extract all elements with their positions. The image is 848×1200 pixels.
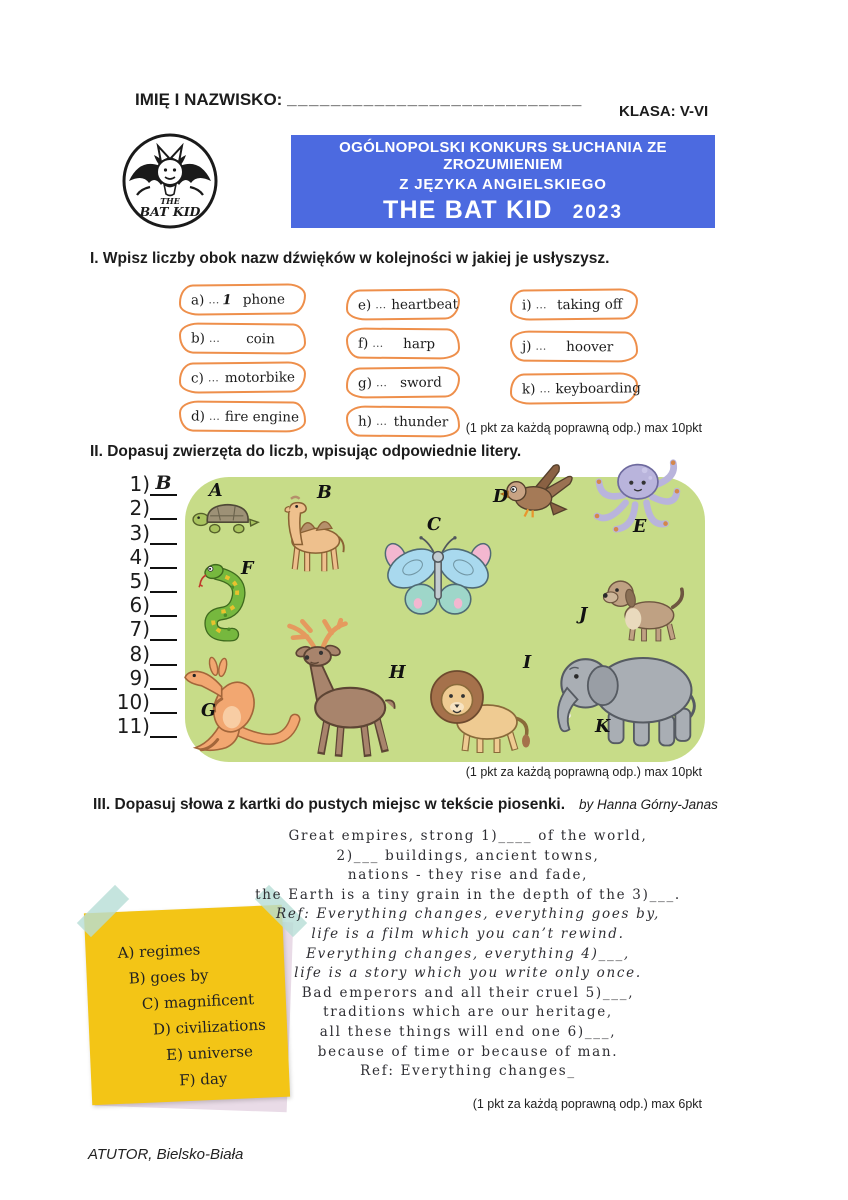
name-field <box>135 90 583 110</box>
animal-butterfly <box>383 515 493 627</box>
answer-row <box>96 593 177 617</box>
sound-item-motorbike[interactable] <box>179 361 306 393</box>
answer-dots[interactable]: … <box>375 298 388 312</box>
logo-text-the: THE <box>160 196 180 206</box>
sound-item-fire-engine[interactable] <box>179 400 306 432</box>
answer-row <box>96 520 177 544</box>
word-option: A) regimes <box>117 940 201 962</box>
animal-deer <box>267 619 417 759</box>
answer-dots[interactable]: … <box>535 339 548 353</box>
publisher-footer: ATUTOR, Bielsko-Biała <box>88 1146 244 1163</box>
animal-letter: H <box>389 663 406 683</box>
section1-score-note: (1 pkt za każdą poprawną odp.) max 10pkt <box>465 421 702 435</box>
item-letter: g) <box>357 374 373 391</box>
answer-dots[interactable]: … <box>375 414 389 428</box>
answer-number: 1) <box>129 472 150 497</box>
sound-item-phone[interactable] <box>179 283 306 315</box>
section2-score-note: (1 pkt za każdą poprawną odp.) max 10pkt <box>465 765 702 779</box>
answer-blank[interactable] <box>150 546 177 569</box>
animal-elephant <box>551 633 703 759</box>
word-option: F) day <box>178 1069 228 1090</box>
section1-title: I. Wpisz liczby obok nazw dźwięków w kolejności w jakiej je usłyszysz. <box>90 250 610 267</box>
logo-text-batkid: BAT KID <box>139 204 201 219</box>
animal-answer-list <box>96 472 177 738</box>
word-option: D) civilizations <box>152 1015 267 1039</box>
animal-octopus <box>593 457 681 535</box>
section3-score-note: (1 pkt za każdą poprawną odp.) max 6pkt <box>472 1097 702 1111</box>
answer-row <box>96 714 177 738</box>
lyric-line: Great empires, strong 1)____ of the world, <box>288 828 648 844</box>
answer-dots[interactable]: … <box>539 382 552 396</box>
answer-number: 9) <box>129 665 150 690</box>
answer-blank[interactable] <box>150 618 177 641</box>
animal-bird <box>493 461 577 525</box>
answer-blank[interactable] <box>150 570 177 593</box>
sound-item-taking-off[interactable] <box>510 288 638 320</box>
answer-row <box>96 496 177 520</box>
sound-item-thunder[interactable] <box>346 406 460 438</box>
lyric-line: because of time or because of man. <box>317 1043 619 1060</box>
lyric-line: Everything changes, everything 4)___, <box>306 945 630 962</box>
item-label: coin <box>246 330 275 347</box>
animal-letter: G <box>201 701 216 721</box>
animal-letter: F <box>241 559 254 579</box>
answer-dots[interactable]: … <box>372 336 385 350</box>
song-lyrics <box>188 827 748 1082</box>
animal-turtle <box>185 481 263 537</box>
answer-blank[interactable]: B <box>150 473 177 496</box>
animal-letter: J <box>579 605 588 625</box>
answer-number: 7) <box>129 617 150 642</box>
item-letter: j) <box>521 338 532 355</box>
answer-number: 8) <box>129 641 150 666</box>
animal-letter: B <box>317 483 332 503</box>
item-label: fire engine <box>224 408 300 425</box>
animal-letter: D <box>493 487 509 507</box>
item-letter: i) <box>521 296 532 314</box>
sound-item-harp[interactable] <box>346 328 460 360</box>
banner-year: 2023 <box>572 201 623 223</box>
item-letter: b) <box>190 330 205 347</box>
lyric-line: Bad emperors and all their cruel 5)___, <box>301 984 635 1001</box>
answer-blank[interactable] <box>150 643 177 666</box>
sound-column-1 <box>179 284 306 432</box>
animal-letter: A <box>209 481 223 501</box>
section3-title-text: III. Dopasuj słowa z kartki do pustych miejsc w tekście piosenki. <box>93 796 566 813</box>
animal-letter: I <box>523 653 532 673</box>
elephant-icon <box>551 633 703 759</box>
lyric-line: Ref: Everything changes_ <box>360 1063 576 1080</box>
butterfly-icon <box>383 529 493 627</box>
section3-title <box>93 796 718 814</box>
sound-item-heartbeat[interactable] <box>346 288 460 320</box>
answer-value[interactable]: 1 <box>222 291 232 308</box>
answer-row <box>96 545 177 569</box>
animal-lion <box>427 653 539 759</box>
item-label: harp <box>403 335 436 352</box>
item-label: phone <box>242 291 286 308</box>
answer-number: 10) <box>116 689 150 714</box>
answer-dots[interactable]: … <box>375 376 388 390</box>
word-option: E) universe <box>165 1042 254 1064</box>
item-letter: k) <box>521 380 536 398</box>
class-label: KLASA: V-VI <box>619 103 709 120</box>
answer-row <box>96 617 177 641</box>
answer-blank[interactable] <box>150 594 177 617</box>
answer-number: 3) <box>129 520 150 545</box>
lyric-line: life is a film which you can’t rewind. <box>311 925 625 942</box>
item-letter: h) <box>357 413 373 430</box>
camel-icon <box>267 495 353 575</box>
answer-row <box>96 472 177 496</box>
item-letter: d) <box>190 408 205 425</box>
animal-panel <box>185 477 705 762</box>
answer-blank[interactable] <box>150 497 177 520</box>
lyric-line: all these things will end one 6)___, <box>319 1023 617 1040</box>
name-write-line[interactable]: ___________________________ <box>287 89 583 108</box>
item-label: keyboarding <box>555 379 641 397</box>
answer-row <box>96 641 177 665</box>
item-label: thunder <box>393 413 449 430</box>
sound-column-2 <box>346 289 460 437</box>
sound-item-hoover[interactable] <box>510 330 638 362</box>
bird-icon <box>501 461 577 525</box>
lyric-line: 2)___ buildings, ancient towns, <box>336 847 600 864</box>
item-label: heartbeat <box>391 295 459 313</box>
item-label: taking off <box>557 295 623 313</box>
answer-blank[interactable] <box>150 715 177 738</box>
word-option: B) goes by <box>128 966 209 988</box>
answer-number: 11) <box>116 714 150 739</box>
sound-column-3 <box>510 289 641 404</box>
lyric-line: nations - they rise and fade, <box>347 867 589 884</box>
answer-dots[interactable]: … <box>208 293 221 307</box>
answer-number: 6) <box>129 593 150 618</box>
sound-item-keyboarding[interactable] <box>510 372 641 404</box>
banner-line2: Z JĘZYKA ANGIELSKIEGO <box>399 175 607 193</box>
answer-row <box>96 690 177 714</box>
answer-row <box>96 666 177 690</box>
animal-letter: E <box>633 517 647 537</box>
item-label: motorbike <box>224 368 296 386</box>
name-field-label: IMIĘ I NAZWISKO: <box>135 90 283 109</box>
answer-dots[interactable]: … <box>207 371 220 385</box>
lyric-line: life is a story which you write only once. <box>294 965 642 982</box>
banner-title-text: THE BAT KID <box>383 195 553 224</box>
answer-number: 5) <box>129 568 150 593</box>
item-letter: c) <box>190 369 204 387</box>
sound-item-sword[interactable] <box>346 366 460 398</box>
answer-number: 2) <box>129 496 150 521</box>
answer-dots[interactable]: … <box>535 298 548 312</box>
banner-line1: OGÓLNOPOLSKI KONKURS SŁUCHANIA ZE ZROZUMIENIEM <box>339 138 667 173</box>
answer-blank[interactable] <box>150 691 177 714</box>
answer-blank[interactable] <box>150 667 177 690</box>
banner-title <box>291 196 715 225</box>
item-letter: f) <box>357 335 369 352</box>
lyric-line: Ref: Everything changes, everything goes by, <box>275 906 661 923</box>
animal-letter: K <box>595 717 611 737</box>
bat-kid-logo <box>120 131 220 231</box>
bat-kid-logo-icon <box>120 131 220 231</box>
item-letter: a) <box>190 291 205 309</box>
sound-item-coin[interactable] <box>179 322 306 354</box>
word-option: C) magnificent <box>141 990 255 1013</box>
item-letter: e) <box>357 296 372 313</box>
answer-dots[interactable]: … <box>208 409 221 423</box>
animal-snake <box>193 561 263 645</box>
item-label: hoover <box>566 338 614 355</box>
lyric-line: traditions which are our heritage, <box>323 1004 613 1021</box>
deer-icon <box>267 619 417 759</box>
answer-dots[interactable]: … <box>208 331 221 345</box>
item-label: sword <box>400 374 442 391</box>
lyric-line: the Earth is a tiny grain in the depth of the 3)___. <box>255 886 681 903</box>
lion-icon <box>427 659 539 759</box>
song-author: by Hanna Górny-Janas <box>579 797 718 812</box>
answer-row <box>96 569 177 593</box>
answer-blank[interactable] <box>150 522 177 545</box>
animal-camel <box>267 483 353 575</box>
contest-banner <box>291 135 715 228</box>
answer-number: 4) <box>129 544 150 569</box>
animal-letter: C <box>427 515 441 535</box>
section2-title: II. Dopasuj zwierzęta do liczb, wpisując odpowiednie litery. <box>90 443 522 460</box>
turtle-icon <box>185 489 263 537</box>
